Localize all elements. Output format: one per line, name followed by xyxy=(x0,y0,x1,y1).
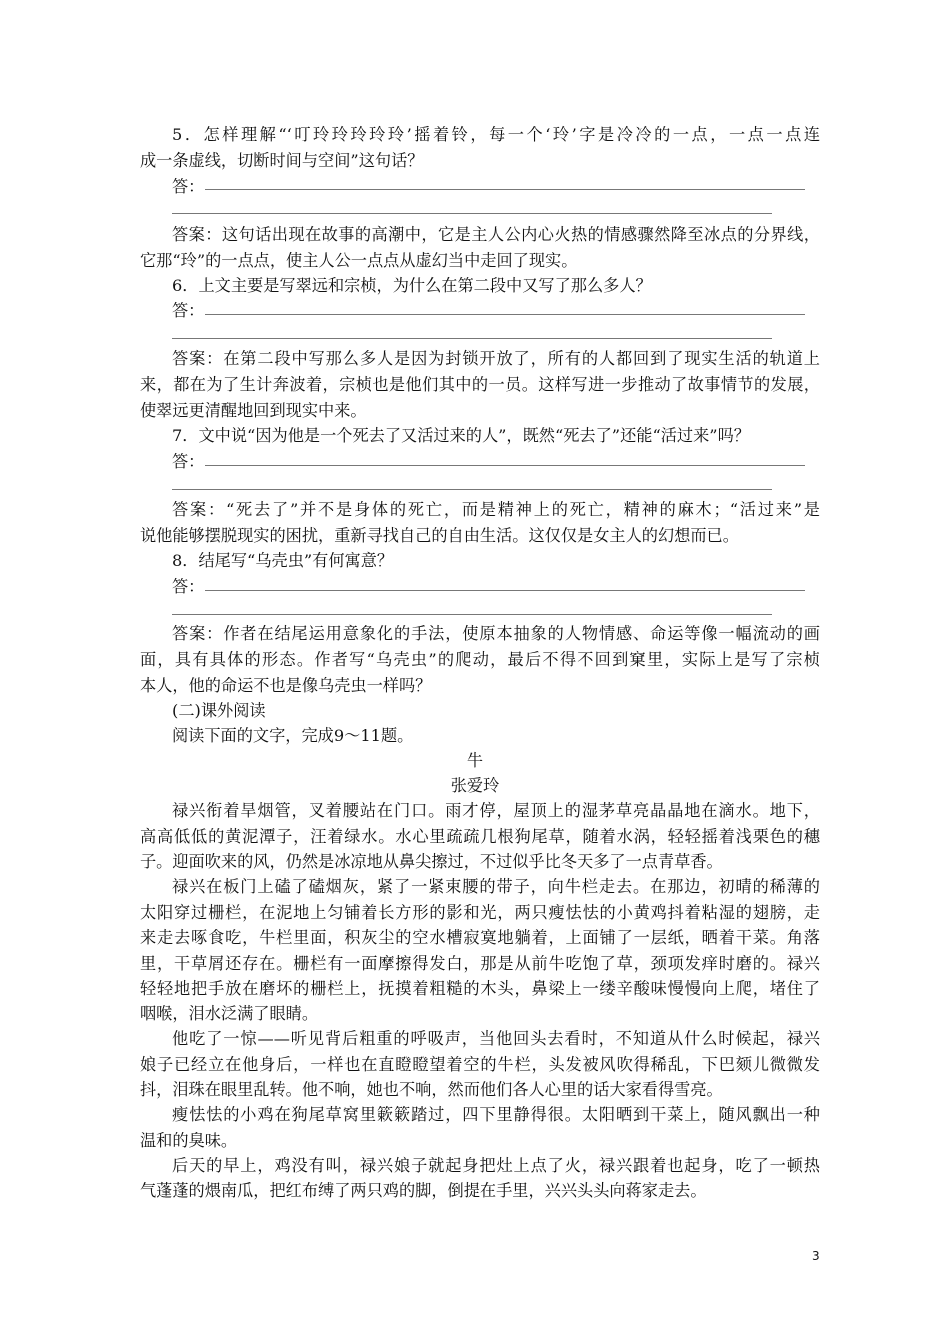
q7-key-line2: 说他能够摆脱现实的困扰，重新寻找自己的自由生活。这仅仅是女主人的幻想而已。 xyxy=(140,526,739,545)
q5-answer-blank-2[interactable] xyxy=(172,213,772,214)
q8-key-line1: 答案：作者在结尾运用意象化的手法，使原本抽象的人物情感、命运等像一幅流动的画 xyxy=(172,624,820,643)
q7-key-line1: 答案：“死去了”并不是身体的死亡，而是精神上的死亡，精神的麻木；“活过来”是 xyxy=(172,500,820,519)
q8-answer-label: 答： xyxy=(172,577,205,596)
passage-p3-line2: 娘子已经立在他身后，一样也在直瞪瞪望着空的牛栏，头发被风吹得稀乱，下巴颏儿微微发 xyxy=(140,1055,820,1074)
q8-key-line3: 本人，他的命运不也是像乌壳虫一样吗？ xyxy=(140,676,432,695)
q6-answer-label: 答： xyxy=(172,301,205,320)
passage-p3-line3: 抖，泪珠在眼里乱转。他不响，她也不响，然而他们各人心里的话大家看得雪亮。 xyxy=(140,1080,723,1099)
passage-p3-line1: 他吃了一惊——听见背后粗重的呼吸声，当他回头去看时，不知道从什么时候起，禄兴 xyxy=(172,1029,820,1048)
q5-answer-label: 答： xyxy=(172,177,205,196)
passage-p2-line2: 太阳穿过栅栏，在泥地上匀铺着长方形的影和光，两只瘦怯怯的小黄鸡抖着粘湿的翅膀，走 xyxy=(140,903,820,922)
passage-p4-line1: 瘦怯怯的小鸡在狗尾草窝里簌簌踏过，四下里静得很。太阳晒到干菜上，随风飘出一种 xyxy=(172,1105,820,1124)
q8-answer-blank-2[interactable] xyxy=(172,614,772,615)
q8-key-line2: 面，具有具体的形态。作者写“乌壳虫”的爬动，最后不得不回到窠里，实际上是写了宗桢 xyxy=(140,650,820,669)
q6-key-line1: 答案：在第二段中写那么多人是因为封锁开放了，所有的人都回到了现实生活的轨道上 xyxy=(172,349,820,368)
q5-key-line1: 答案：这句话出现在故事的高潮中，它是主人公内心火热的情感骤然降至冰点的分界线， xyxy=(172,225,820,244)
q6-answer-blank-1[interactable] xyxy=(205,314,805,315)
passage-p2-line5: 轻轻地把手放在磨坏的栅栏上，抚摸着粗糙的木头，鼻梁上一缕辛酸味慢慢向上爬，堵住了 xyxy=(140,979,820,998)
passage-p4-line2: 温和的臭味。 xyxy=(140,1131,238,1150)
passage-p2-line4: 里，干草屑还存在。栅栏有一面摩擦得发白，那是从前牛吃饱了草，颈项发痒时磨的。禄兴 xyxy=(140,954,820,973)
section-instruction: 阅读下面的文字，完成9～11题。 xyxy=(172,726,414,745)
q6-question: 6．上文主要是写翠远和宗桢，为什么在第二段中又写了那么多人？ xyxy=(172,276,652,295)
q8-question: 8．结尾写“乌壳虫”有何寓意？ xyxy=(172,551,394,570)
passage-p5-line1: 后天的早上，鸡没有叫，禄兴娘子就起身把灶上点了火，禄兴跟着也起身，吃了一顿热 xyxy=(172,1156,820,1175)
passage-p1-line2: 高高低低的黄泥潭子，汪着绿水。水心里疏疏几根狗尾草，随着水涡，轻轻摇着浅栗色的穗 xyxy=(140,827,820,846)
q7-answer-blank-1[interactable] xyxy=(205,465,805,466)
passage-p5-line2: 气蓬蓬的煨南瓜，把红布缚了两只鸡的脚，倒提在手里，兴兴头头向蒋家走去。 xyxy=(140,1181,707,1200)
q6-answer-blank-2[interactable] xyxy=(172,338,772,339)
passage-title: 牛 xyxy=(466,751,484,770)
q8-answer-blank-1[interactable] xyxy=(205,590,805,591)
passage-p1-line1: 禄兴衔着旱烟管，叉着腰站在门口。雨才停，屋顶上的湿茅草亮晶晶地在滴水。地下， xyxy=(172,801,820,820)
q5-question-line2: 成一条虚线，切断时间与空间”这句话？ xyxy=(140,151,424,170)
page-number: 3 xyxy=(812,1249,820,1263)
passage-p2-line1: 禄兴在板门上磕了磕烟灰，紧了一紧束腰的带子，向牛栏走去。在那边，初晴的稀薄的 xyxy=(172,877,820,896)
q6-key-line3: 使翠远更清醒地回到现实中来。 xyxy=(140,401,367,420)
passage-p1-line3: 子。迎面吹来的风，仍然是冰凉地从鼻尖擦过，不过似乎比冬天多了一点青草香。 xyxy=(140,852,723,871)
section-heading: (二)课外阅读 xyxy=(172,701,266,720)
passage-p2-line6: 咽喉，泪水泛满了眼睛。 xyxy=(140,1004,319,1023)
passage-author: 张爱玲 xyxy=(450,776,500,795)
q7-answer-label: 答： xyxy=(172,452,205,471)
q5-key-line2: 它那“玲”的一点点，使主人公一点点从虚幻当中走回了现实。 xyxy=(140,251,578,270)
q5-question-line1: 5．怎样理解“‘叮玲玲玲玲玲’摇着铃，每一个‘玲’字是冷冷的一点，一点一点连 xyxy=(172,125,820,144)
q7-answer-blank-2[interactable] xyxy=(172,489,772,490)
q6-key-line2: 来，都在为了生计奔波着，宗桢也是他们其中的一员。这样写进一步推动了故事情节的发展， xyxy=(140,375,820,394)
q7-question: 7．文中说“因为他是一个死去了又活过来的人”，既然“死去了”还能“活过来”吗？ xyxy=(172,426,750,445)
q5-answer-blank-1[interactable] xyxy=(205,189,805,190)
passage-p2-line3: 来走去啄食吃，牛栏里面，积灰尘的空水槽寂寞地躺着，上面铺了一层纸，晒着干菜。角落 xyxy=(140,928,820,947)
